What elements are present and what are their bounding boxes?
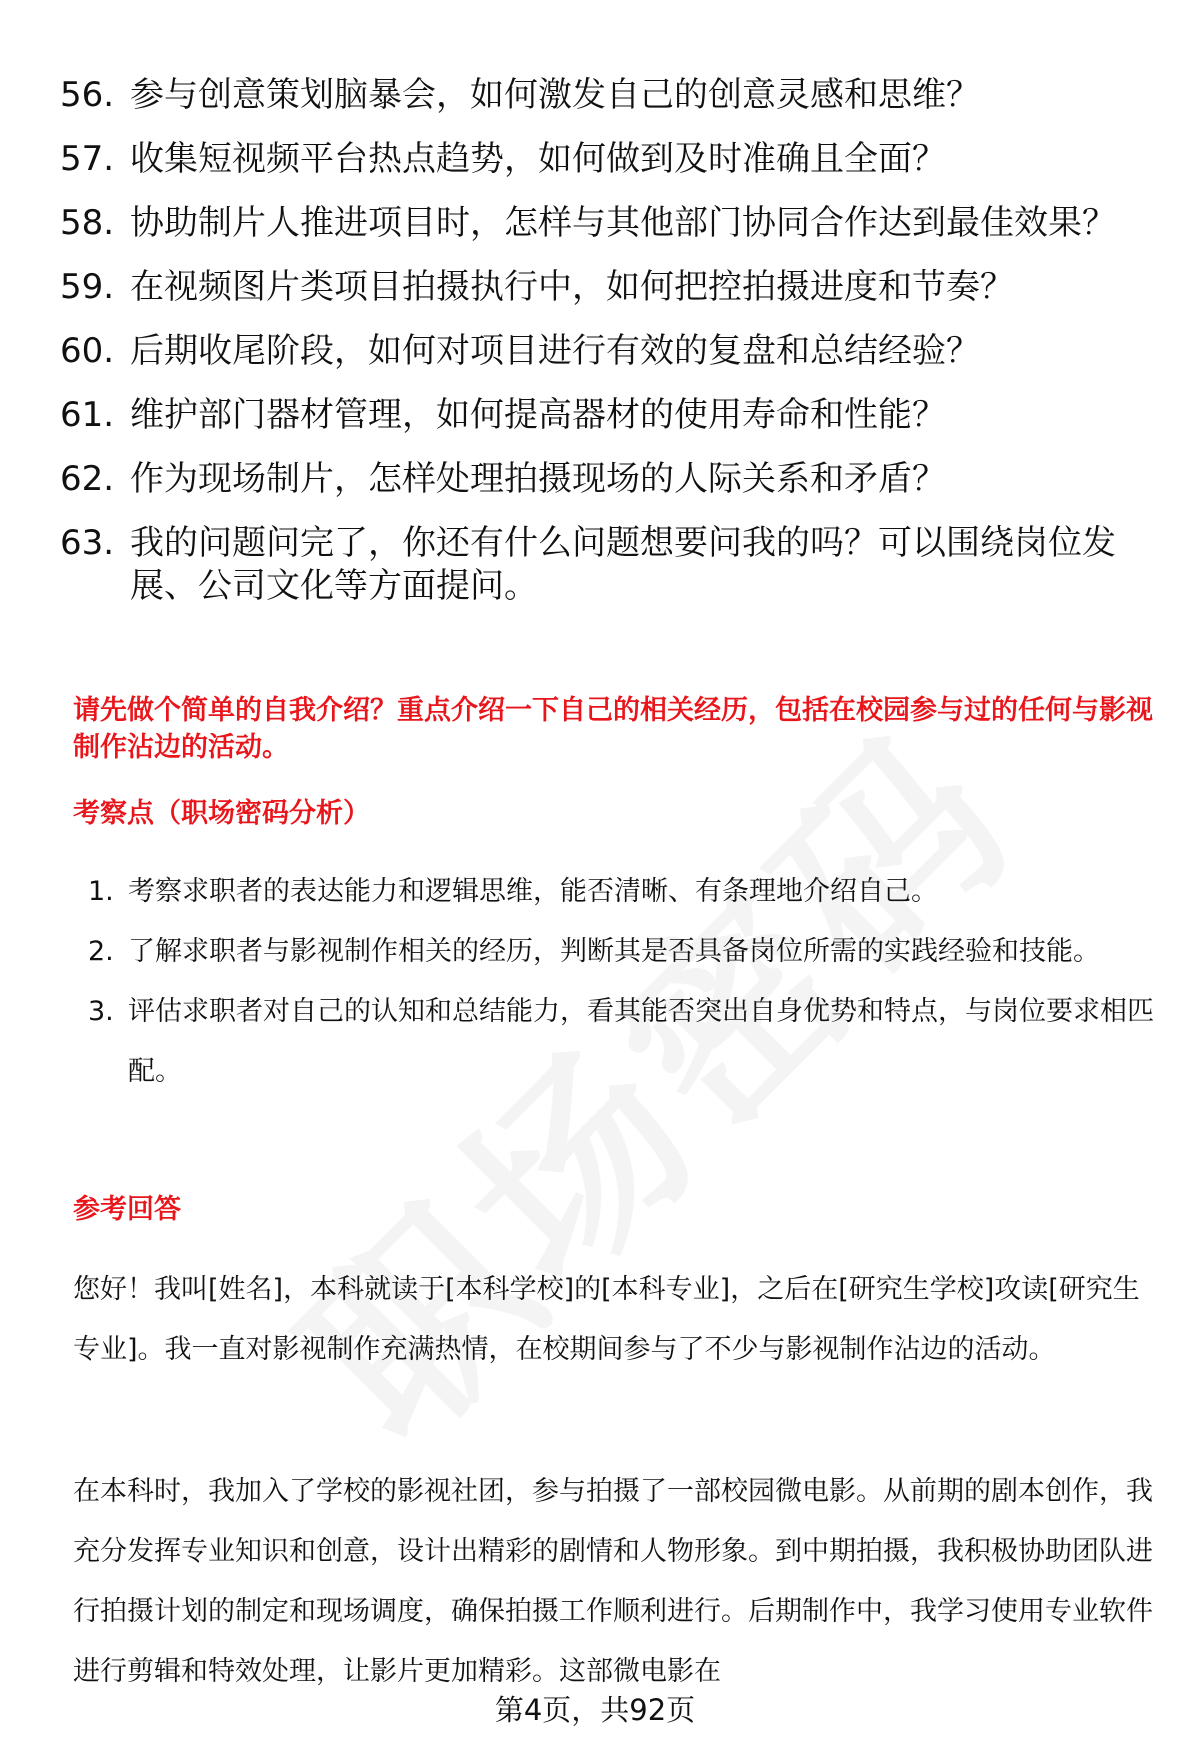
list-item bbox=[60, 394, 1160, 437]
list-item bbox=[60, 458, 1160, 501]
point-number: 1. bbox=[88, 876, 114, 907]
list-item bbox=[88, 982, 1163, 1102]
list-item bbox=[88, 862, 1163, 922]
question-number: 63. bbox=[60, 523, 115, 563]
question-number: 57. bbox=[60, 139, 115, 179]
list-item bbox=[60, 138, 1160, 181]
question-number: 59. bbox=[60, 267, 115, 307]
answer-paragraph: 您好！我叫[姓名]，本科就读于[本科学校]的[本科专业]，之后在[研究生学校]攻读[研究生专业]。我一直对影视制作充满热情，在校期间参与了不少与影视制作沾边的活动。 bbox=[73, 1274, 1140, 1365]
answer-paragraph: 在本科时，我加入了学校的影视社团，参与拍摄了一部校园微电影。从前期的剧本创作，我充分发挥专业知识和创意，设计出精彩的剧情和人物形象。到中期拍摄，我积极协助团队进行拍摄计划的制定和现场调度，确保拍摄工作顺利进行。后期制作中，我学习使用专业软件进行剪辑和特效处理，让影片更加精彩。这部微电影在 bbox=[73, 1476, 1153, 1687]
assessment-title: 考察点（职场密码分析） bbox=[73, 798, 370, 829]
page-footer: 第4页，共92页 bbox=[494, 1693, 696, 1727]
question-text: 收集短视频平台热点趋势，如何做到及时准确且全面？ bbox=[130, 139, 946, 179]
question-number: 61. bbox=[60, 395, 115, 435]
point-text: 考察求职者的表达能力和逻辑思维，能否清晰、有条理地介绍自己。 bbox=[128, 876, 938, 907]
question-text: 后期收尾阶段，如何对项目进行有效的复盘和总结经验？ bbox=[130, 331, 980, 371]
featured-question: 请先做个简单的自我介绍？重点介绍一下自己的相关经历，包括在校园参与过的任何与影视制作沾边的活动。 bbox=[73, 695, 1153, 763]
question-number: 56. bbox=[60, 75, 115, 115]
list-item bbox=[60, 202, 1160, 245]
question-text: 作为现场制片，怎样处理拍摄现场的人际关系和矛盾？ bbox=[130, 459, 946, 499]
question-number: 62. bbox=[60, 459, 115, 499]
question-list bbox=[60, 74, 1160, 629]
question-text: 在视频图片类项目拍摄执行中，如何把控拍摄进度和节奏？ bbox=[130, 267, 1014, 307]
question-number: 58. bbox=[60, 203, 115, 243]
point-number: 3. bbox=[88, 996, 114, 1027]
question-text: 我的问题问完了，你还有什么问题想要问我的吗？可以围绕岗位发展、公司文化等方面提问。 bbox=[130, 523, 1116, 606]
answer-title: 参考回答 bbox=[73, 1194, 181, 1225]
list-item bbox=[60, 330, 1160, 373]
list-item bbox=[60, 522, 1160, 608]
point-number: 2. bbox=[88, 936, 114, 967]
point-text: 了解求职者与影视制作相关的经历，判断其是否具备岗位所需的实践经验和技能。 bbox=[128, 936, 1100, 967]
list-item bbox=[60, 266, 1160, 309]
list-item bbox=[88, 922, 1163, 982]
question-text: 协助制片人推进项目时，怎样与其他部门协同合作达到最佳效果？ bbox=[130, 203, 1116, 243]
list-item bbox=[60, 74, 1160, 117]
assessment-points bbox=[88, 862, 1163, 1102]
question-text: 维护部门器材管理，如何提高器材的使用寿命和性能？ bbox=[130, 395, 946, 435]
question-number: 60. bbox=[60, 331, 115, 371]
point-text: 评估求职者对自己的认知和总结能力，看其能否突出自身优势和特点，与岗位要求相匹配。 bbox=[128, 996, 1154, 1087]
question-text: 参与创意策划脑暴会，如何激发自己的创意灵感和思维？ bbox=[130, 75, 980, 115]
